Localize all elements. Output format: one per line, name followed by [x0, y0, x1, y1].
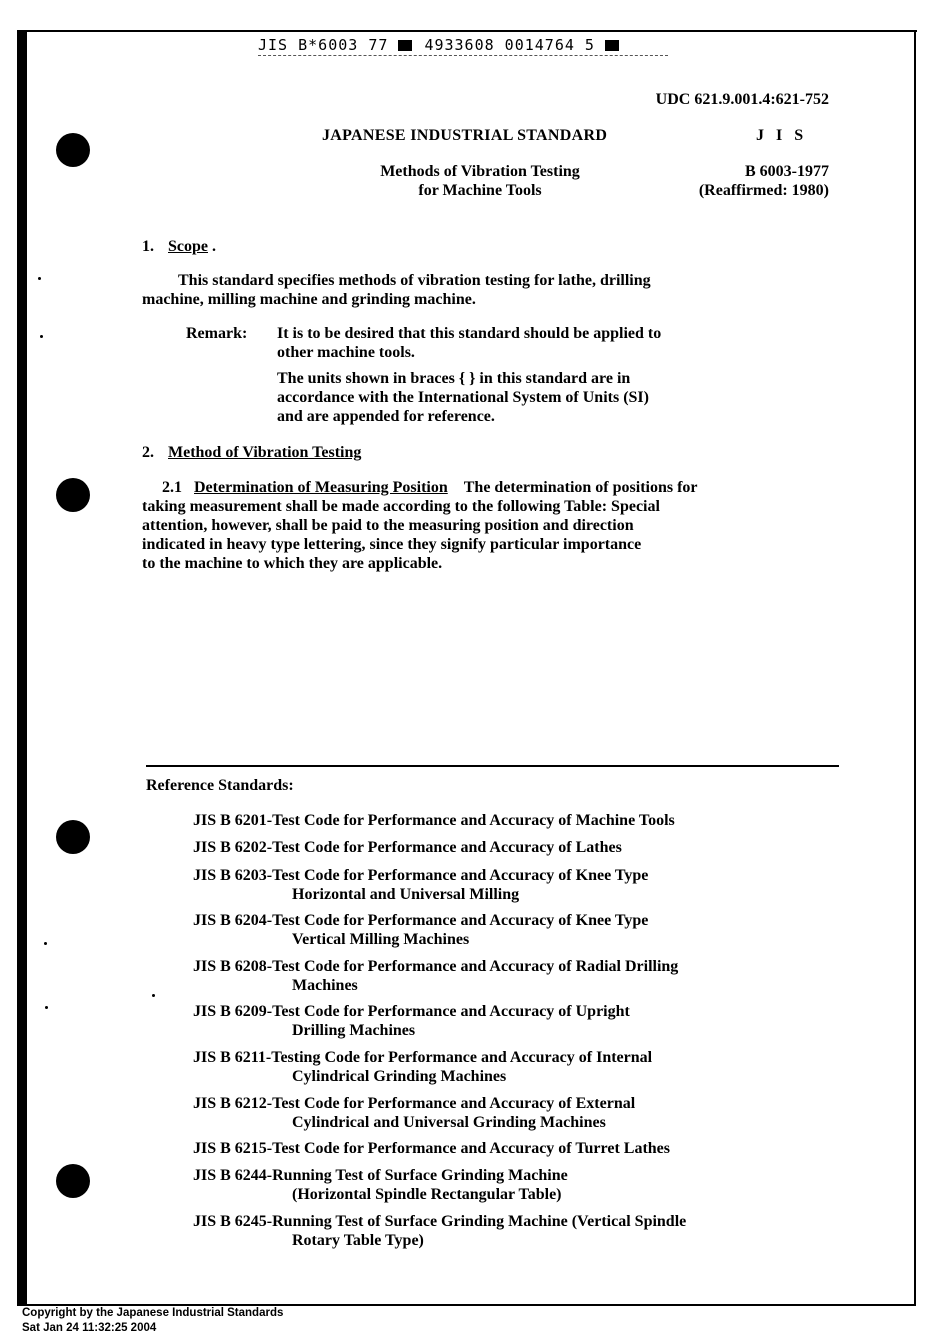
reference-title: Test Code for Performance and Accuracy of Lathes: [272, 839, 622, 856]
reference-title: Test Code for Performance and Accuracy of Knee Type: [272, 912, 649, 929]
reference-title-continued: Machines: [292, 977, 358, 994]
remark-2: [277, 369, 797, 426]
subsection-2-1-line-5: to the machine to which they are applicable.: [142, 555, 443, 572]
section-2-title: Method of Vibration Testing: [168, 444, 362, 461]
reference-code: JIS B 6202-: [193, 839, 273, 856]
reference-title: Test Code for Performance and Accuracy of Knee Type: [272, 867, 649, 884]
reference-item: [193, 957, 833, 995]
reference-title-continued: Horizontal and Universal Milling: [292, 886, 520, 903]
section-1-title: Scope: [168, 238, 208, 255]
subsection-2-1-line-1: [142, 478, 832, 497]
reference-title-continued: Vertical Milling Machines: [292, 931, 470, 948]
punch-hole: [56, 133, 90, 167]
page-bottom-border: [17, 1304, 916, 1306]
subsection-2-1-line-2: taking measurement shall be made according to the following Table: Special: [142, 498, 660, 515]
standard-number-block: [699, 162, 829, 200]
reference-title: Test Code for Performance and Accuracy of Upright: [272, 1003, 630, 1020]
reference-code: JIS B 6215-: [193, 1140, 273, 1157]
reference-item: [193, 1094, 833, 1132]
reference-title: Test Code for Performance and Accuracy of Machine Tools: [272, 812, 675, 829]
reference-item: [193, 1048, 833, 1086]
standard-org: JAPANESE INDUSTRIAL STANDARD: [322, 127, 608, 144]
scan-speck: [40, 335, 43, 338]
reference-code: JIS B 6244-: [193, 1167, 273, 1184]
section-1-heading: [142, 237, 216, 256]
reference-item: [193, 1139, 833, 1158]
print-timestamp: Sat Jan 24 11:32:25 2004: [22, 1322, 157, 1334]
page-right-border: [914, 30, 916, 1306]
scan-speck: [152, 994, 155, 997]
reference-title-continued: Rotary Table Type): [292, 1232, 424, 1249]
page-top-border: [27, 30, 917, 32]
reference-code: JIS B 6201-: [193, 812, 273, 829]
remark-2-line-3: and are appended for reference.: [277, 408, 495, 425]
header-code-b: 4933608 0014764 5: [424, 36, 595, 54]
subsection-2-1-text: The determination of positions for: [463, 479, 698, 496]
remark-1-line-1: It is to be desired that this standard should be applied to: [277, 325, 662, 342]
document-header-code: [258, 36, 621, 54]
reference-title: Running Test of Surface Grinding Machine (Vertical Spindle: [272, 1213, 687, 1230]
punch-hole: [56, 820, 90, 854]
page-left-border: [17, 30, 27, 1306]
section-2-number: 2.: [142, 444, 154, 461]
subsection-2-1: [142, 478, 832, 573]
remark-1-line-2: other machine tools.: [277, 344, 415, 361]
copyright-notice: Copyright by the Japanese Industrial Standards: [22, 1307, 284, 1319]
scan-speck: [38, 277, 41, 280]
reference-title: Testing Code for Performance and Accuracy of Internal: [271, 1049, 653, 1066]
reference-title: Test Code for Performance and Accuracy of Turret Lathes: [272, 1140, 670, 1157]
standard-number: B 6003-1977: [745, 163, 829, 180]
reaffirmed-note: (Reaffirmed: 1980): [698, 182, 829, 199]
redaction-block: [398, 40, 412, 51]
reference-item: [193, 838, 833, 857]
remark-2-line-1: The units shown in braces { } in this standard are in: [277, 370, 631, 387]
reference-title-continued: (Horizontal Spindle Rectangular Table): [292, 1186, 562, 1203]
remark-1: [277, 324, 797, 362]
reference-item: [193, 811, 833, 830]
title-line-1: Methods of Vibration Testing: [380, 163, 580, 180]
title-line-2: for Machine Tools: [418, 182, 542, 199]
reference-item: [193, 1212, 833, 1250]
reference-item: [193, 1166, 833, 1204]
reference-code: JIS B 6211-: [193, 1049, 272, 1066]
section-2-heading: [142, 443, 361, 462]
reference-code: JIS B 6208-: [193, 958, 273, 975]
scan-speck: [45, 1006, 48, 1009]
reference-code: JIS B 6245-: [193, 1213, 273, 1230]
section-1-number: 1.: [142, 238, 154, 255]
reference-standards-title: Reference Standards:: [146, 777, 294, 794]
reference-title-continued: Drilling Machines: [292, 1022, 416, 1039]
document-title: [354, 162, 606, 200]
header-underline: [258, 55, 668, 56]
reference-code: JIS B 6209-: [193, 1003, 273, 1020]
reference-title-continued: Cylindrical Grinding Machines: [292, 1068, 507, 1085]
reference-title: Test Code for Performance and Accuracy of External: [272, 1095, 636, 1112]
reference-item: [193, 1002, 833, 1040]
subsection-2-1-line-3: attention, however, shall be paid to the measuring position and direction: [142, 517, 634, 534]
scope-line-1: This standard specifies methods of vibration testing for lathe, drilling: [178, 272, 651, 289]
jis-mark: J I S: [756, 127, 808, 144]
redaction-block: [605, 40, 619, 51]
remark-label: Remark:: [186, 325, 248, 342]
udc-code: UDC 621.9.001.4:621-752: [655, 91, 829, 108]
reference-item: [193, 866, 833, 904]
reference-code: JIS B 6204-: [193, 912, 273, 929]
remark-2-line-2: accordance with the International System of Units (SI): [277, 389, 649, 406]
reference-code: JIS B 6212-: [193, 1095, 273, 1112]
punch-hole: [56, 1164, 90, 1198]
subsection-2-1-line-4: indicated in heavy type lettering, since they signify particular importance: [142, 536, 642, 553]
scope-line-2: machine, milling machine and grinding machine.: [142, 291, 476, 308]
scope-paragraph: [142, 271, 802, 309]
header-code-a: JIS B*6003 77: [258, 36, 389, 54]
punch-hole: [56, 478, 90, 512]
reference-title: Running Test of Surface Grinding Machine: [272, 1167, 568, 1184]
subsection-2-1-title: Determination of Measuring Position: [194, 479, 448, 496]
scan-speck: [44, 942, 47, 945]
reference-title-continued: Cylindrical and Universal Grinding Machines: [292, 1114, 606, 1131]
subsection-2-1-number: 2.1: [162, 479, 182, 496]
reference-item: [193, 911, 833, 949]
section-1-title-suffix: .: [212, 238, 216, 255]
reference-divider: [146, 765, 839, 767]
reference-code: JIS B 6203-: [193, 867, 273, 884]
reference-title: Test Code for Performance and Accuracy of Radial Drilling: [272, 958, 679, 975]
